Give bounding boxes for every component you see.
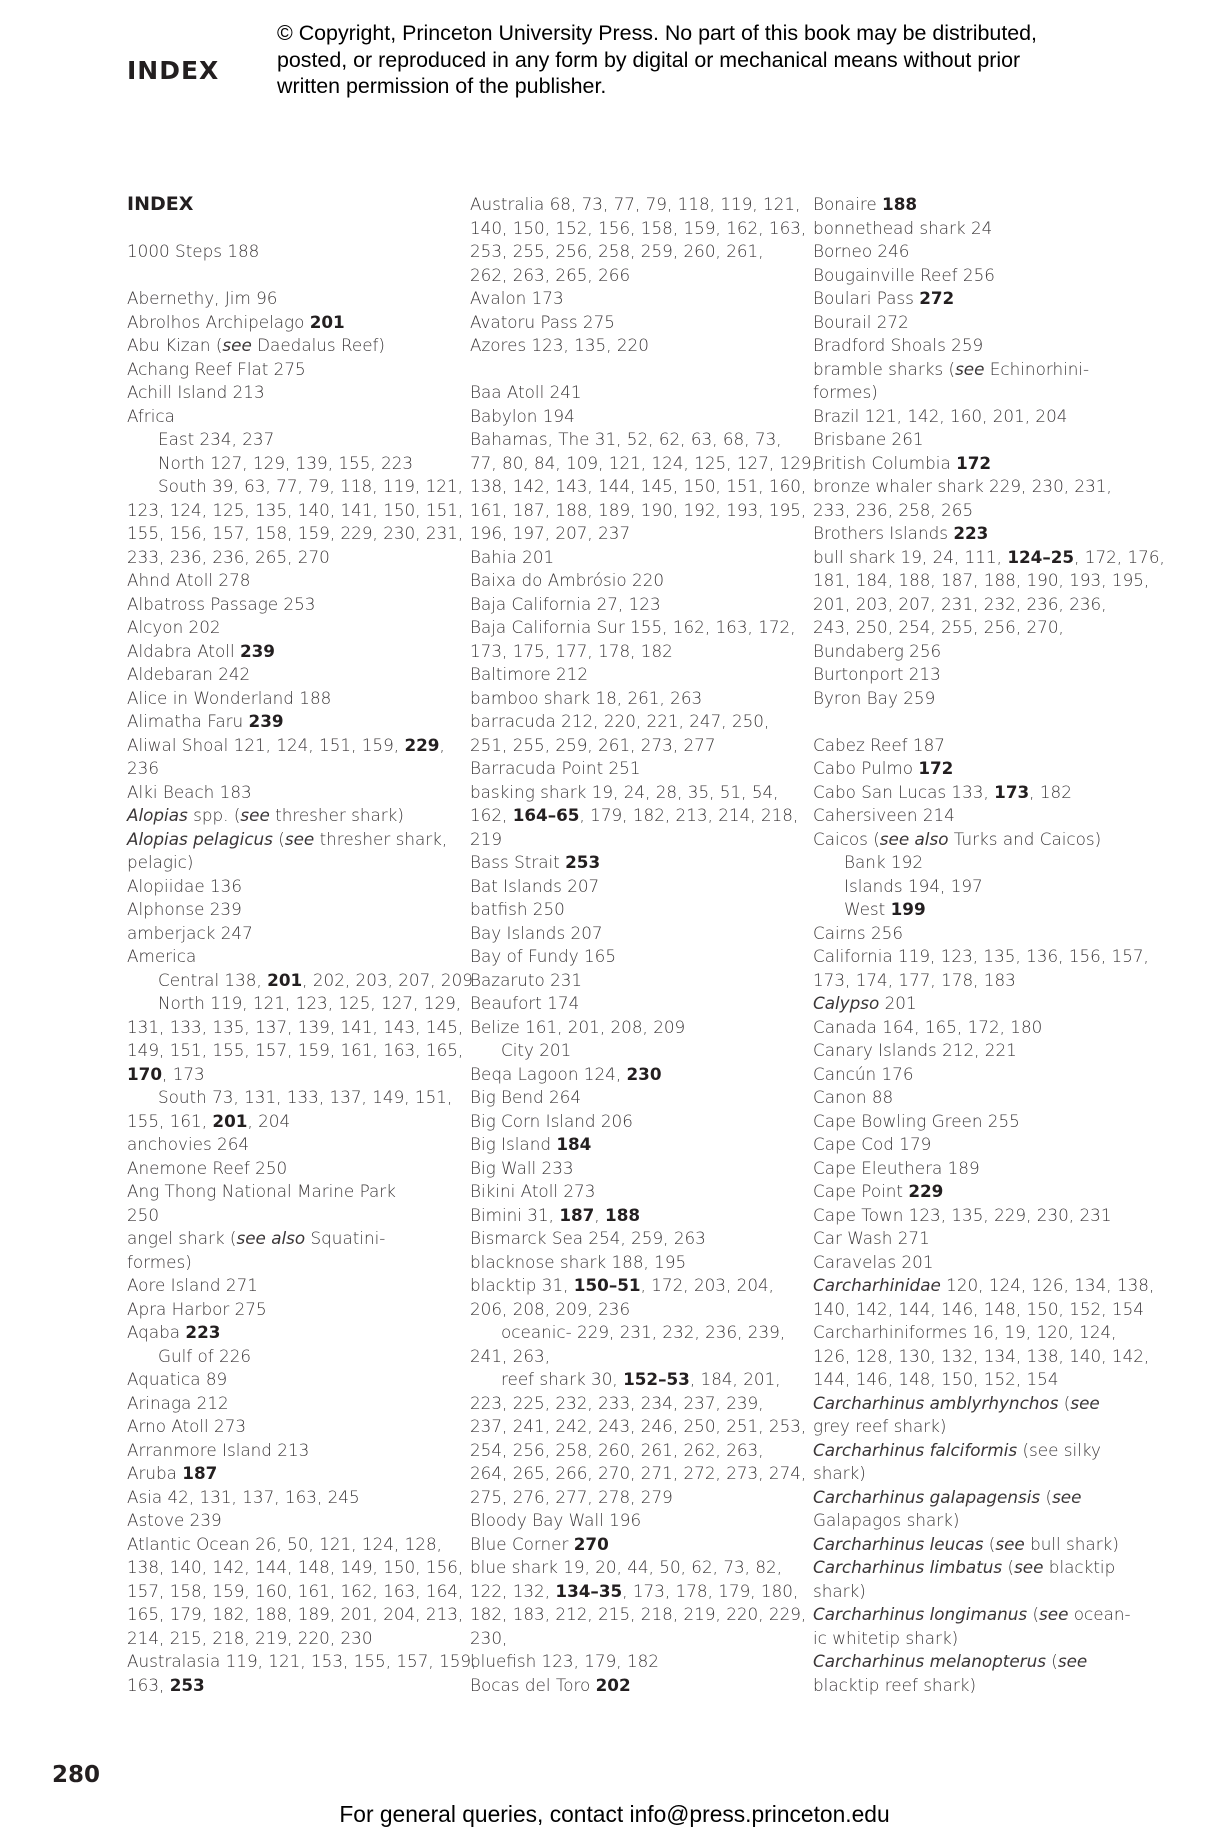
index-entry: angel shark (see also Squatini- bbox=[127, 1228, 386, 1248]
index-entry: ic whitetip shark) bbox=[813, 1627, 959, 1648]
index-entry: Carcharhinus galapagensis (see bbox=[813, 1486, 1082, 1507]
index-entry: Big Corn Island 206 bbox=[470, 1110, 633, 1131]
index-entry: America bbox=[127, 946, 197, 966]
index-subentry: City 201 bbox=[501, 1040, 572, 1060]
index-entry: Caicos (see also Turks and Caicos) bbox=[813, 828, 1102, 849]
index-entry: formes) bbox=[127, 1251, 192, 1272]
index-entry: Arno Atoll 273 bbox=[127, 1416, 247, 1436]
page-number: 280 bbox=[52, 1762, 101, 1788]
index-entry: Borneo 246 bbox=[813, 241, 910, 261]
index-entry: Cabez Reef 187 bbox=[813, 734, 945, 755]
index-entry: Carcharhinus melanopterus (see bbox=[813, 1651, 1088, 1671]
index-entry: Aruba 187 bbox=[127, 1463, 218, 1483]
index-entry: 1000 Steps 188 bbox=[127, 241, 260, 261]
index-entry: Aliwal Shoal 121, 124, 151, 159, 229, bbox=[127, 734, 445, 755]
index-subentry: East 234, 237 bbox=[158, 429, 275, 449]
index-entry: 122, 132, 134–35, 173, 178, 179, 180, bbox=[470, 1580, 799, 1601]
index-heading: INDEX bbox=[127, 193, 194, 215]
index-entry: 236 bbox=[127, 758, 160, 778]
index-entry: Brothers Islands 223 bbox=[813, 523, 989, 543]
index-entry: Cabo San Lucas 133, 173, 182 bbox=[813, 781, 1072, 802]
index-entry: 155, 161, 201, 204 bbox=[127, 1110, 291, 1131]
index-entry: 162, 164–65, 179, 182, 213, 214, 218, bbox=[470, 805, 799, 825]
index-entry: Brisbane 261 bbox=[813, 429, 924, 449]
index-entry: bonnethead shark 24 bbox=[813, 217, 993, 238]
index-entry: Boulari Pass 272 bbox=[813, 288, 955, 308]
index-entry: 131, 133, 135, 137, 139, 141, 143, 145, bbox=[127, 1016, 464, 1037]
index-entry: 250 bbox=[127, 1204, 160, 1225]
index-entry: shark) bbox=[813, 1463, 866, 1483]
index-subentry: South 39, 63, 77, 79, 118, 119, 121, bbox=[158, 476, 463, 496]
index-entry: Bismarck Sea 254, 259, 263 bbox=[470, 1228, 706, 1248]
index-entry: 165, 179, 182, 188, 189, 201, 204, 213, bbox=[127, 1604, 464, 1624]
footer-contact: For general queries, contact info@press.princeton.edu bbox=[339, 1801, 890, 1827]
index-entry: 223, 225, 232, 233, 234, 237, 239, bbox=[470, 1392, 764, 1413]
index-entry: Astove 239 bbox=[127, 1510, 222, 1530]
index-entry: Carcharhinus amblyrhynchos (see bbox=[813, 1392, 1100, 1413]
index-entry: British Columbia 172 bbox=[813, 452, 992, 473]
index-entry: shark) bbox=[813, 1580, 866, 1601]
index-entry: Arranmore Island 213 bbox=[127, 1439, 310, 1460]
index-entry: Cahersiveen 214 bbox=[813, 805, 955, 825]
index-entry: 157, 158, 159, 160, 161, 162, 163, 164, bbox=[127, 1580, 464, 1601]
index-entry: Alphonse 239 bbox=[127, 899, 242, 919]
index-entry: Bundaberg 256 bbox=[813, 640, 942, 661]
index-entry: Abu Kizan (see Daedalus Reef) bbox=[127, 335, 385, 355]
index-entry: Barracuda Point 251 bbox=[470, 758, 641, 778]
index-entry: Cape Point 229 bbox=[813, 1181, 944, 1201]
index-entry: Bahia 201 bbox=[470, 546, 555, 567]
index-entry: Australia 68, 73, 77, 79, 118, 119, 121, bbox=[470, 194, 801, 214]
index-entry: 219 bbox=[470, 828, 503, 849]
index-entry: Bougainville Reef 256 bbox=[813, 264, 995, 285]
index-entry: Bradford Shoals 259 bbox=[813, 335, 984, 355]
index-entry: Bazaruto 231 bbox=[470, 969, 583, 990]
index-entry: blacknose shark 188, 195 bbox=[470, 1251, 687, 1272]
index-entry: Apra Harbor 275 bbox=[127, 1298, 267, 1319]
index-entry: Cape Bowling Green 255 bbox=[813, 1110, 1020, 1131]
index-entry: Aqaba 223 bbox=[127, 1322, 221, 1342]
running-head: INDEX bbox=[127, 56, 220, 85]
index-entry: Babylon 194 bbox=[470, 405, 575, 426]
index-entry: Byron Bay 259 bbox=[813, 687, 936, 708]
index-entry: Burtonport 213 bbox=[813, 664, 941, 684]
index-subentry: Gulf of 226 bbox=[158, 1345, 252, 1366]
index-entry: Arinaga 212 bbox=[127, 1392, 229, 1413]
index-entry: bramble sharks (see Echinorhini- bbox=[813, 358, 1090, 379]
copyright-notice: © Copyright, Princeton University Press. No part of this book may be distributed, posted, or reproduced in any form by digital or mechanical means without prior written permission of the publisher. bbox=[277, 21, 1038, 99]
index-entry: 181, 184, 188, 187, 188, 190, 193, 195, bbox=[813, 570, 1150, 590]
index-entry: California 119, 123, 135, 136, 156, 157, bbox=[813, 946, 1149, 966]
index-entry: Cape Cod 179 bbox=[813, 1134, 932, 1154]
index-subentry: North 119, 121, 123, 125, 127, 129, bbox=[158, 993, 462, 1013]
index-letter-gap bbox=[470, 358, 803, 382]
index-entry: 138, 140, 142, 144, 148, 149, 150, 156, bbox=[127, 1557, 464, 1577]
index-entry: bronze whaler shark 229, 230, 231, bbox=[813, 476, 1112, 496]
index-entry: Bay Islands 207 bbox=[470, 922, 603, 943]
index-entry: 173, 174, 177, 178, 183 bbox=[813, 969, 1016, 990]
index-entry: Cape Eleuthera 189 bbox=[813, 1157, 980, 1178]
index-entry: Bahamas, The 31, 52, 62, 63, 68, 73, bbox=[470, 429, 782, 449]
index-subentry: West 199 bbox=[844, 899, 926, 919]
index-entry: Bass Strait 253 bbox=[470, 852, 601, 872]
index-entry: Carcharhinus leucas (see bull shark) bbox=[813, 1533, 1119, 1554]
index-entry: Africa bbox=[127, 405, 175, 426]
index-entry: 140, 150, 152, 156, 158, 159, 162, 163, bbox=[470, 217, 807, 238]
index-entry: 173, 175, 177, 178, 182 bbox=[470, 640, 673, 661]
index-entry: Cape Town 123, 135, 229, 230, 231 bbox=[813, 1204, 1112, 1225]
index-entry: Aquatica 89 bbox=[127, 1369, 228, 1389]
index-entry: 138, 142, 143, 144, 145, 150, 151, 160, bbox=[470, 476, 807, 496]
index-entry: Bikini Atoll 273 bbox=[470, 1181, 596, 1201]
index-entry: 233, 236, 258, 265 bbox=[813, 499, 974, 520]
index-entry: Calypso 201 bbox=[813, 993, 917, 1013]
index-column-3 bbox=[813, 193, 1165, 1697]
index-entry: Alice in Wonderland 188 bbox=[127, 687, 332, 708]
index-subentry: oceanic- 229, 231, 232, 236, 239, bbox=[501, 1322, 786, 1342]
index-entry: Bloody Bay Wall 196 bbox=[470, 1510, 642, 1530]
index-entry: Alcyon 202 bbox=[127, 617, 221, 637]
index-column-2 bbox=[470, 193, 817, 1697]
index-entry: 230, bbox=[470, 1627, 508, 1648]
index-entry: Belize 161, 201, 208, 209 bbox=[470, 1016, 686, 1037]
index-entry: 140, 142, 144, 146, 148, 150, 152, 154 bbox=[813, 1298, 1144, 1319]
index-entry: Ahnd Atoll 278 bbox=[127, 570, 251, 590]
index-entry: 264, 265, 266, 270, 271, 272, 273, 274, bbox=[470, 1463, 807, 1483]
index-entry: bull shark 19, 24, 111, 124–25, 172, 176, bbox=[813, 546, 1165, 567]
index-entry: 275, 276, 277, 278, 279 bbox=[470, 1486, 673, 1507]
index-entry: Baixa do Ambrósio 220 bbox=[470, 570, 665, 590]
index-entry: Carcharhinus falciformis (see silky bbox=[813, 1439, 1101, 1460]
index-entry: Achang Reef Flat 275 bbox=[127, 358, 306, 379]
index-entry: Big Island 184 bbox=[470, 1134, 592, 1154]
index-entry: 170, 173 bbox=[127, 1063, 205, 1084]
index-entry: basking shark 19, 24, 28, 35, 51, 54, bbox=[470, 781, 779, 802]
index-entry: Carcharhinus limbatus (see blacktip bbox=[813, 1557, 1116, 1577]
index-entry: Atlantic Ocean 26, 50, 121, 124, 128, bbox=[127, 1533, 442, 1554]
index-entry: 182, 183, 212, 215, 218, 219, 220, 229, bbox=[470, 1604, 807, 1624]
index-entry: Cabo Pulmo 172 bbox=[813, 758, 954, 778]
index-entry: Car Wash 271 bbox=[813, 1228, 930, 1248]
index-entry: Big Wall 233 bbox=[470, 1157, 574, 1178]
index-entry: Canon 88 bbox=[813, 1087, 894, 1107]
index-entry: Galapagos shark) bbox=[813, 1510, 960, 1530]
index-entry: Alimatha Faru 239 bbox=[127, 711, 284, 731]
index-subentry: Islands 194, 197 bbox=[844, 875, 983, 896]
index-subentry: South 73, 131, 133, 137, 149, 151, bbox=[158, 1087, 453, 1107]
index-subentry: Bank 192 bbox=[844, 852, 923, 872]
index-entry: 77, 80, 84, 109, 121, 124, 125, 127, 129, bbox=[470, 452, 817, 473]
index-entry: Canada 164, 165, 172, 180 bbox=[813, 1016, 1043, 1037]
index-entry: Alopias spp. (see thresher shark) bbox=[127, 805, 404, 825]
index-entry: Ang Thong National Marine Park bbox=[127, 1181, 396, 1201]
index-entry: Baltimore 212 bbox=[470, 664, 589, 684]
index-entry: formes) bbox=[813, 382, 878, 402]
index-entry: grey reef shark) bbox=[813, 1416, 947, 1436]
index-entry: Caravelas 201 bbox=[813, 1251, 934, 1272]
index-entry: blacktip 31, 150–51, 172, 203, 204, bbox=[470, 1275, 775, 1295]
index-entry: Australasia 119, 121, 153, 155, 157, 159, bbox=[127, 1651, 477, 1671]
index-subentry: North 127, 129, 139, 155, 223 bbox=[158, 452, 414, 473]
index-entry: bamboo shark 18, 261, 263 bbox=[470, 687, 703, 708]
index-letter-gap bbox=[127, 264, 460, 288]
index-entry: Big Bend 264 bbox=[470, 1087, 582, 1107]
index-entry: Bonaire 188 bbox=[813, 194, 918, 214]
index-entry: 241, 263, bbox=[470, 1345, 551, 1366]
index-entry: Abrolhos Archipelago 201 bbox=[127, 311, 345, 332]
index-entry: Bay of Fundy 165 bbox=[470, 946, 616, 966]
index-entry: Aldebaran 242 bbox=[127, 664, 251, 684]
index-entry: Alopiidae 136 bbox=[127, 875, 243, 896]
index-entry: Carcharhinidae 120, 124, 126, 134, 138, bbox=[813, 1275, 1155, 1295]
index-subentry: reef shark 30, 152–53, 184, 201, bbox=[501, 1369, 781, 1389]
index-entry: Carcharhinus longimanus (see ocean- bbox=[813, 1604, 1131, 1624]
index-entry: 254, 256, 258, 260, 261, 262, 263, bbox=[470, 1439, 764, 1460]
index-entry: 237, 241, 242, 243, 246, 250, 251, 253, bbox=[470, 1416, 807, 1436]
index-entry: Bimini 31, 187, 188 bbox=[470, 1204, 641, 1225]
index-entry: Blue Corner 270 bbox=[470, 1533, 609, 1554]
index-entry: 196, 197, 207, 237 bbox=[470, 523, 631, 543]
index-entry: 233, 236, 236, 265, 270 bbox=[127, 546, 330, 567]
index-column-1 bbox=[127, 240, 477, 1697]
index-entry: blue shark 19, 20, 44, 50, 62, 73, 82, bbox=[470, 1557, 783, 1577]
index-entry: Bat Islands 207 bbox=[470, 875, 600, 896]
index-entry: Cairns 256 bbox=[813, 922, 904, 943]
index-entry: 243, 250, 254, 255, 256, 270, bbox=[813, 617, 1064, 637]
index-entry: 126, 128, 130, 132, 134, 138, 140, 142, bbox=[813, 1345, 1150, 1366]
index-entry: 163, 253 bbox=[127, 1674, 205, 1695]
index-entry: Achill Island 213 bbox=[127, 382, 265, 402]
index-entry: Anemone Reef 250 bbox=[127, 1157, 288, 1178]
index-entry: 262, 263, 265, 266 bbox=[470, 264, 631, 285]
index-entry: Asia 42, 131, 137, 163, 245 bbox=[127, 1486, 360, 1507]
index-entry: barracuda 212, 220, 221, 247, 250, bbox=[470, 711, 770, 731]
index-entry: batfish 250 bbox=[470, 899, 565, 919]
index-entry: Abernethy, Jim 96 bbox=[127, 288, 278, 308]
index-entry: 161, 187, 188, 189, 190, 192, 193, 195, bbox=[470, 499, 807, 520]
index-entry: Bourail 272 bbox=[813, 311, 909, 332]
index-subentry: Central 138, 201, 202, 203, 207, 209 bbox=[158, 969, 473, 990]
index-entry: Beqa Lagoon 124, 230 bbox=[470, 1063, 662, 1084]
index-entry: 155, 156, 157, 158, 159, 229, 230, 231, bbox=[127, 523, 464, 543]
index-entry: anchovies 264 bbox=[127, 1134, 250, 1154]
index-entry: 206, 208, 209, 236 bbox=[470, 1298, 631, 1319]
index-entry: Canary Islands 212, 221 bbox=[813, 1040, 1017, 1060]
index-entry: Bocas del Toro 202 bbox=[470, 1674, 631, 1695]
index-entry: Alki Beach 183 bbox=[127, 781, 252, 802]
index-entry: Brazil 121, 142, 160, 201, 204 bbox=[813, 405, 1068, 426]
index-entry: Albatross Passage 253 bbox=[127, 593, 316, 614]
index-entry: Avatoru Pass 275 bbox=[470, 311, 615, 332]
index-entry: Alopias pelagicus (see thresher shark, bbox=[127, 828, 448, 849]
index-entry: 201, 203, 207, 231, 232, 236, 236, bbox=[813, 593, 1107, 614]
index-entry: Carcharhiniformes 16, 19, 120, 124, bbox=[813, 1322, 1117, 1342]
index-entry: Beaufort 174 bbox=[470, 993, 580, 1013]
index-entry: 144, 146, 148, 150, 152, 154 bbox=[813, 1369, 1059, 1389]
index-entry: Cancún 176 bbox=[813, 1063, 914, 1084]
index-entry: Aldabra Atoll 239 bbox=[127, 640, 275, 661]
index-entry: bluefish 123, 179, 182 bbox=[470, 1651, 659, 1671]
index-entry: amberjack 247 bbox=[127, 922, 253, 943]
index-entry: 251, 255, 259, 261, 273, 277 bbox=[470, 734, 716, 755]
index-letter-gap bbox=[813, 710, 1146, 734]
index-entry: 214, 215, 218, 219, 220, 230 bbox=[127, 1627, 373, 1648]
index-entry: 253, 255, 256, 258, 259, 260, 261, bbox=[470, 241, 764, 261]
index-entry: Baja California 27, 123 bbox=[470, 593, 661, 614]
index-entry: 123, 124, 125, 135, 140, 141, 150, 151, bbox=[127, 499, 464, 520]
index-entry: Aore Island 271 bbox=[127, 1275, 258, 1295]
index-entry: blacktip reef shark) bbox=[813, 1674, 977, 1695]
index-entry: Avalon 173 bbox=[470, 288, 564, 308]
index-entry: 149, 151, 155, 157, 159, 161, 163, 165, bbox=[127, 1040, 464, 1060]
index-entry: pelagic) bbox=[127, 852, 194, 872]
index-entry: Azores 123, 135, 220 bbox=[470, 335, 649, 355]
index-entry: Baa Atoll 241 bbox=[470, 382, 582, 402]
index-entry: Baja California Sur 155, 162, 163, 172, bbox=[470, 617, 796, 637]
